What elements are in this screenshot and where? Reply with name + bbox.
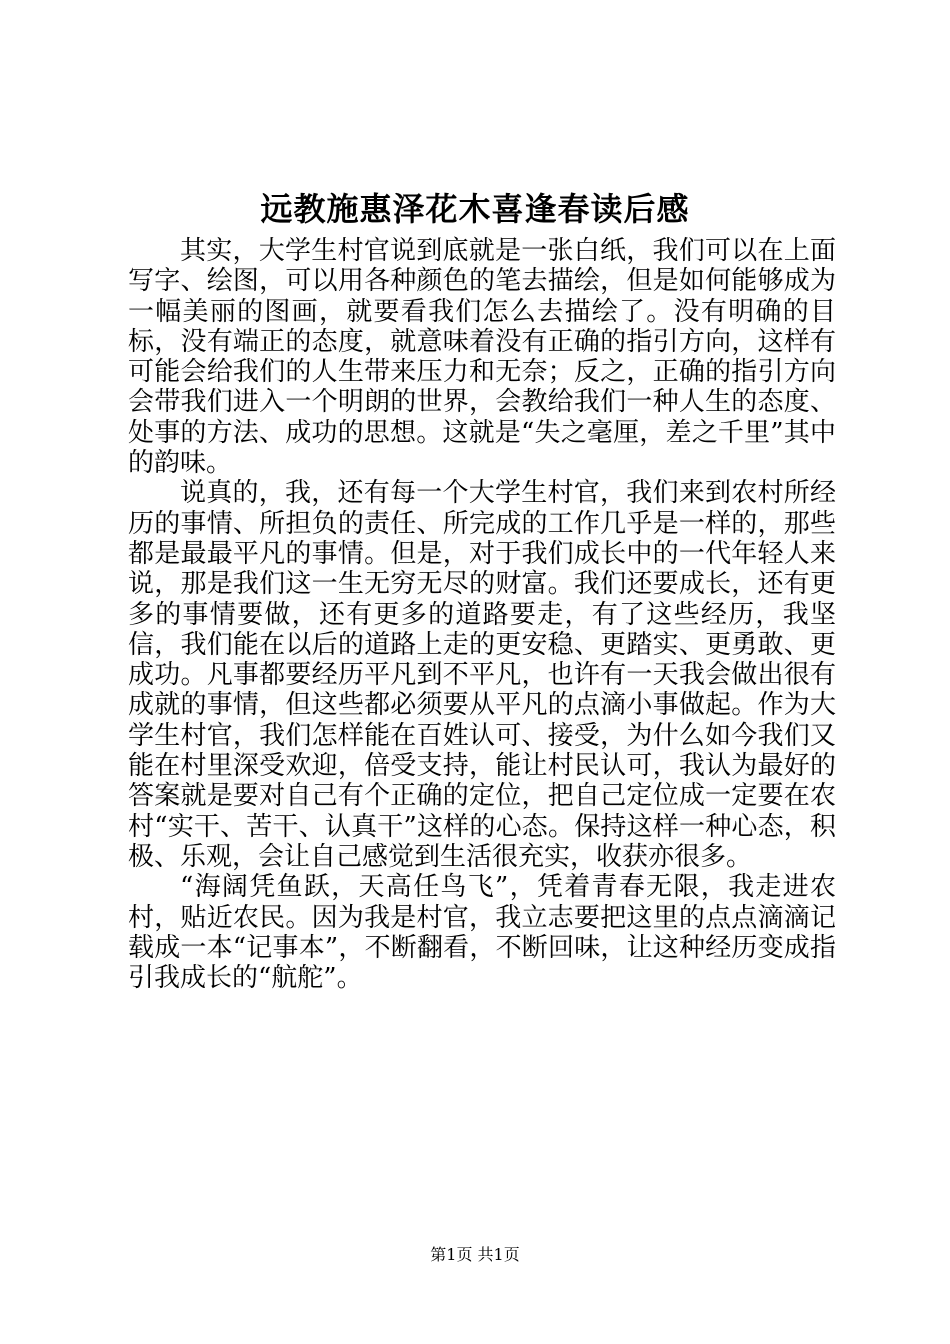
page-footer: 第1页 共1页 <box>430 1245 520 1264</box>
document-title: 远教施惠泽花木喜逢春读后感 <box>260 190 690 228</box>
document-body <box>128 236 836 993</box>
paragraph-2: 说真的，我，还有每一个大学生村官，我们来到农村所经历的事情、所担负的责任、所完成的工作几乎是一样的，那些都是最最平凡的事情。但是，对于我们成长中的一代年轻人来说，那是我们这一生无穷无尽的财富。我们还要成长，还有更多的事情要做，还有更多的道路要走，有了这些经历，我坚信，我们能在以后的道路上走的更安稳、更踏实、更勇敢、更成功。凡事都要经历平凡到不平凡，也许有一天我会做出很有成就的事情，但这些都必须要从平凡的点滴小事做起。作为大学生村官，我们怎样能在百姓认可、接受，为什么如今我们又能在村里深受欢迎，倍受支持，能让村民认可，我认为最好的答案就是要对自己有个正确的定位，把自己定位成一定要在农村“实干、苦干、认真干”这样的心态。保持这样一种心态，积极、乐观，会让自己感觉到生活很充实，收获亦很多。 <box>128 478 836 872</box>
paragraph-1: 其实，大学生村官说到底就是一张白纸，我们可以在上面写字、绘图，可以用各种颜色的笔去描绘，但是如何能够成为一幅美丽的图画，就要看我们怎么去描绘了。没有明确的目标，没有端正的态度，就意味着没有正确的指引方向，这样有可能会给我们的人生带来压力和无奈；反之，正确的指引方向会带我们进入一个明朗的世界，会教给我们一种人生的态度、处事的方法、成功的思想。这就是“失之毫厘，差之千里”其中的韵味。 <box>128 236 836 479</box>
paragraph-3: “海阔凭鱼跃，天高任鸟飞”，凭着青春无限，我走进农村，贴近农民。因为我是村官，我立志要把这里的点点滴滴记载成一本“记事本”，不断翻看，不断回味，让这种经历变成指引我成长的“航舵”。 <box>128 872 836 994</box>
